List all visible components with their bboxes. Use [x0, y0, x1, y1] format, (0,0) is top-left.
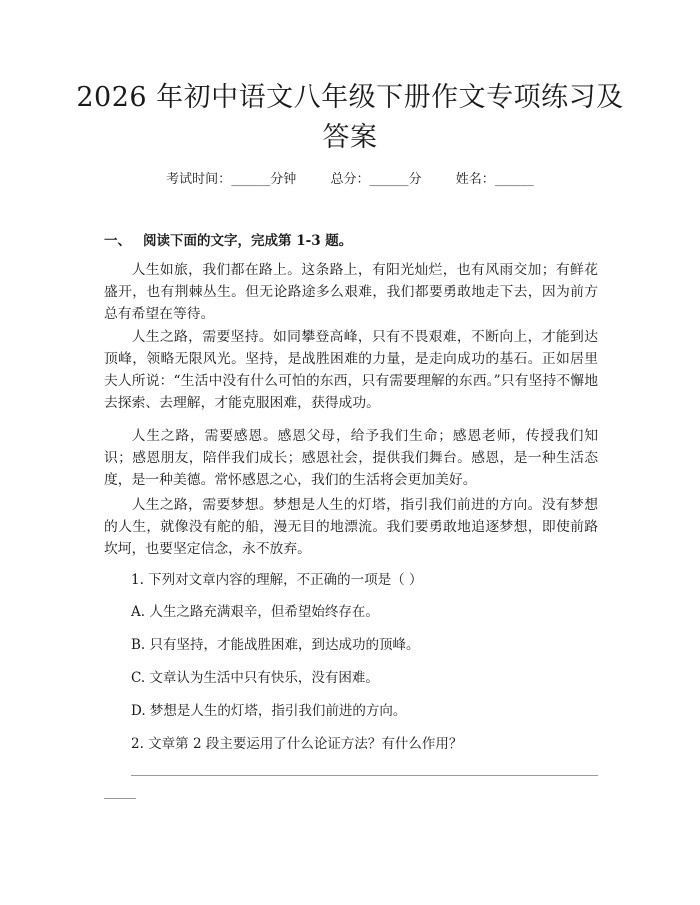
section-instruction: 阅读下面的文字，完成第 1-3 题。 — [143, 233, 353, 249]
passage-paragraph-4: 人生之路，需要梦想。梦想是人生的灯塔，指引我们前进的方向。没有梦想的人生，就像没有舵的船，漫无目的地漂流。我们要勇敢地追逐梦想，即使前路坎坷，也要坚定信念，永不放弃。 — [104, 497, 598, 557]
answer-line[interactable] — [131, 775, 598, 776]
document-title — [60, 78, 640, 158]
time-blank: ______ — [231, 172, 271, 187]
question-1-option-d: D. 梦想是人生的灯塔，指引我们前进的方向。 — [131, 703, 407, 719]
exam-info-line — [0, 168, 700, 187]
passage-paragraph-1: 人生如旅，我们都在路上。这条路上，有阳光灿烂，也有风雨交加；有鲜花盛开，也有荆棘丛生。但无论路途多么艰难，我们都要勇敢地走下去，因为前方总有希望在等待。 — [104, 262, 598, 322]
question-1-option-c: C. 文章认为生活中只有快乐，没有困难。 — [131, 670, 379, 686]
time-label: 考试时间： — [166, 172, 232, 187]
section-heading — [104, 229, 352, 249]
answer-line-continuation[interactable] — [104, 798, 136, 799]
question-1-option-a: A. 人生之路充满艰辛，但希望始终存在。 — [131, 604, 379, 620]
passage-paragraph-2: 人生之路，需要坚持。如同攀登高峰，只有不畏艰难，不断向上，才能到达顶峰，领略无限风光。坚持，是战胜困难的力量，是走向成功的基石。正如居里夫人所说：“生活中没有什么可怕的东西，只有需要理解的东西。”只有坚持不懈地去探索、去理解，才能克服困难，获得成功。 — [104, 329, 598, 411]
passage-paragraph-3: 人生之路，需要感恩。感恩父母，给予我们生命；感恩老师，传授我们知识；感恩朋友，陪伴我们成长；感恩社会，提供我们舞台。感恩，是一种生活态度，是一种美德。常怀感恩之心，我们的生活将会更加美好。 — [104, 428, 598, 488]
question-2: 2. 文章第 2 段主要运用了什么论证方法？有什么作用？ — [131, 736, 463, 752]
section-number: 一、 — [104, 233, 131, 249]
time-unit: 分钟 — [270, 172, 297, 187]
name-label: 姓名： — [455, 172, 495, 187]
title-line-1: 2026 年初中语文八年级下册作文专项练习及 — [76, 82, 624, 113]
score-unit: 分 — [408, 172, 422, 187]
question-1-option-b: B. 只有坚持，才能战胜困难，到达成功的顶峰。 — [131, 637, 420, 653]
score-blank: ______ — [369, 172, 409, 187]
score-label: 总分： — [330, 172, 370, 187]
name-blank: ______ — [494, 172, 534, 187]
question-1: 1. 下列对文章内容的理解，不正确的一项是（ ） — [131, 572, 423, 588]
title-line-2: 答案 — [322, 122, 378, 153]
